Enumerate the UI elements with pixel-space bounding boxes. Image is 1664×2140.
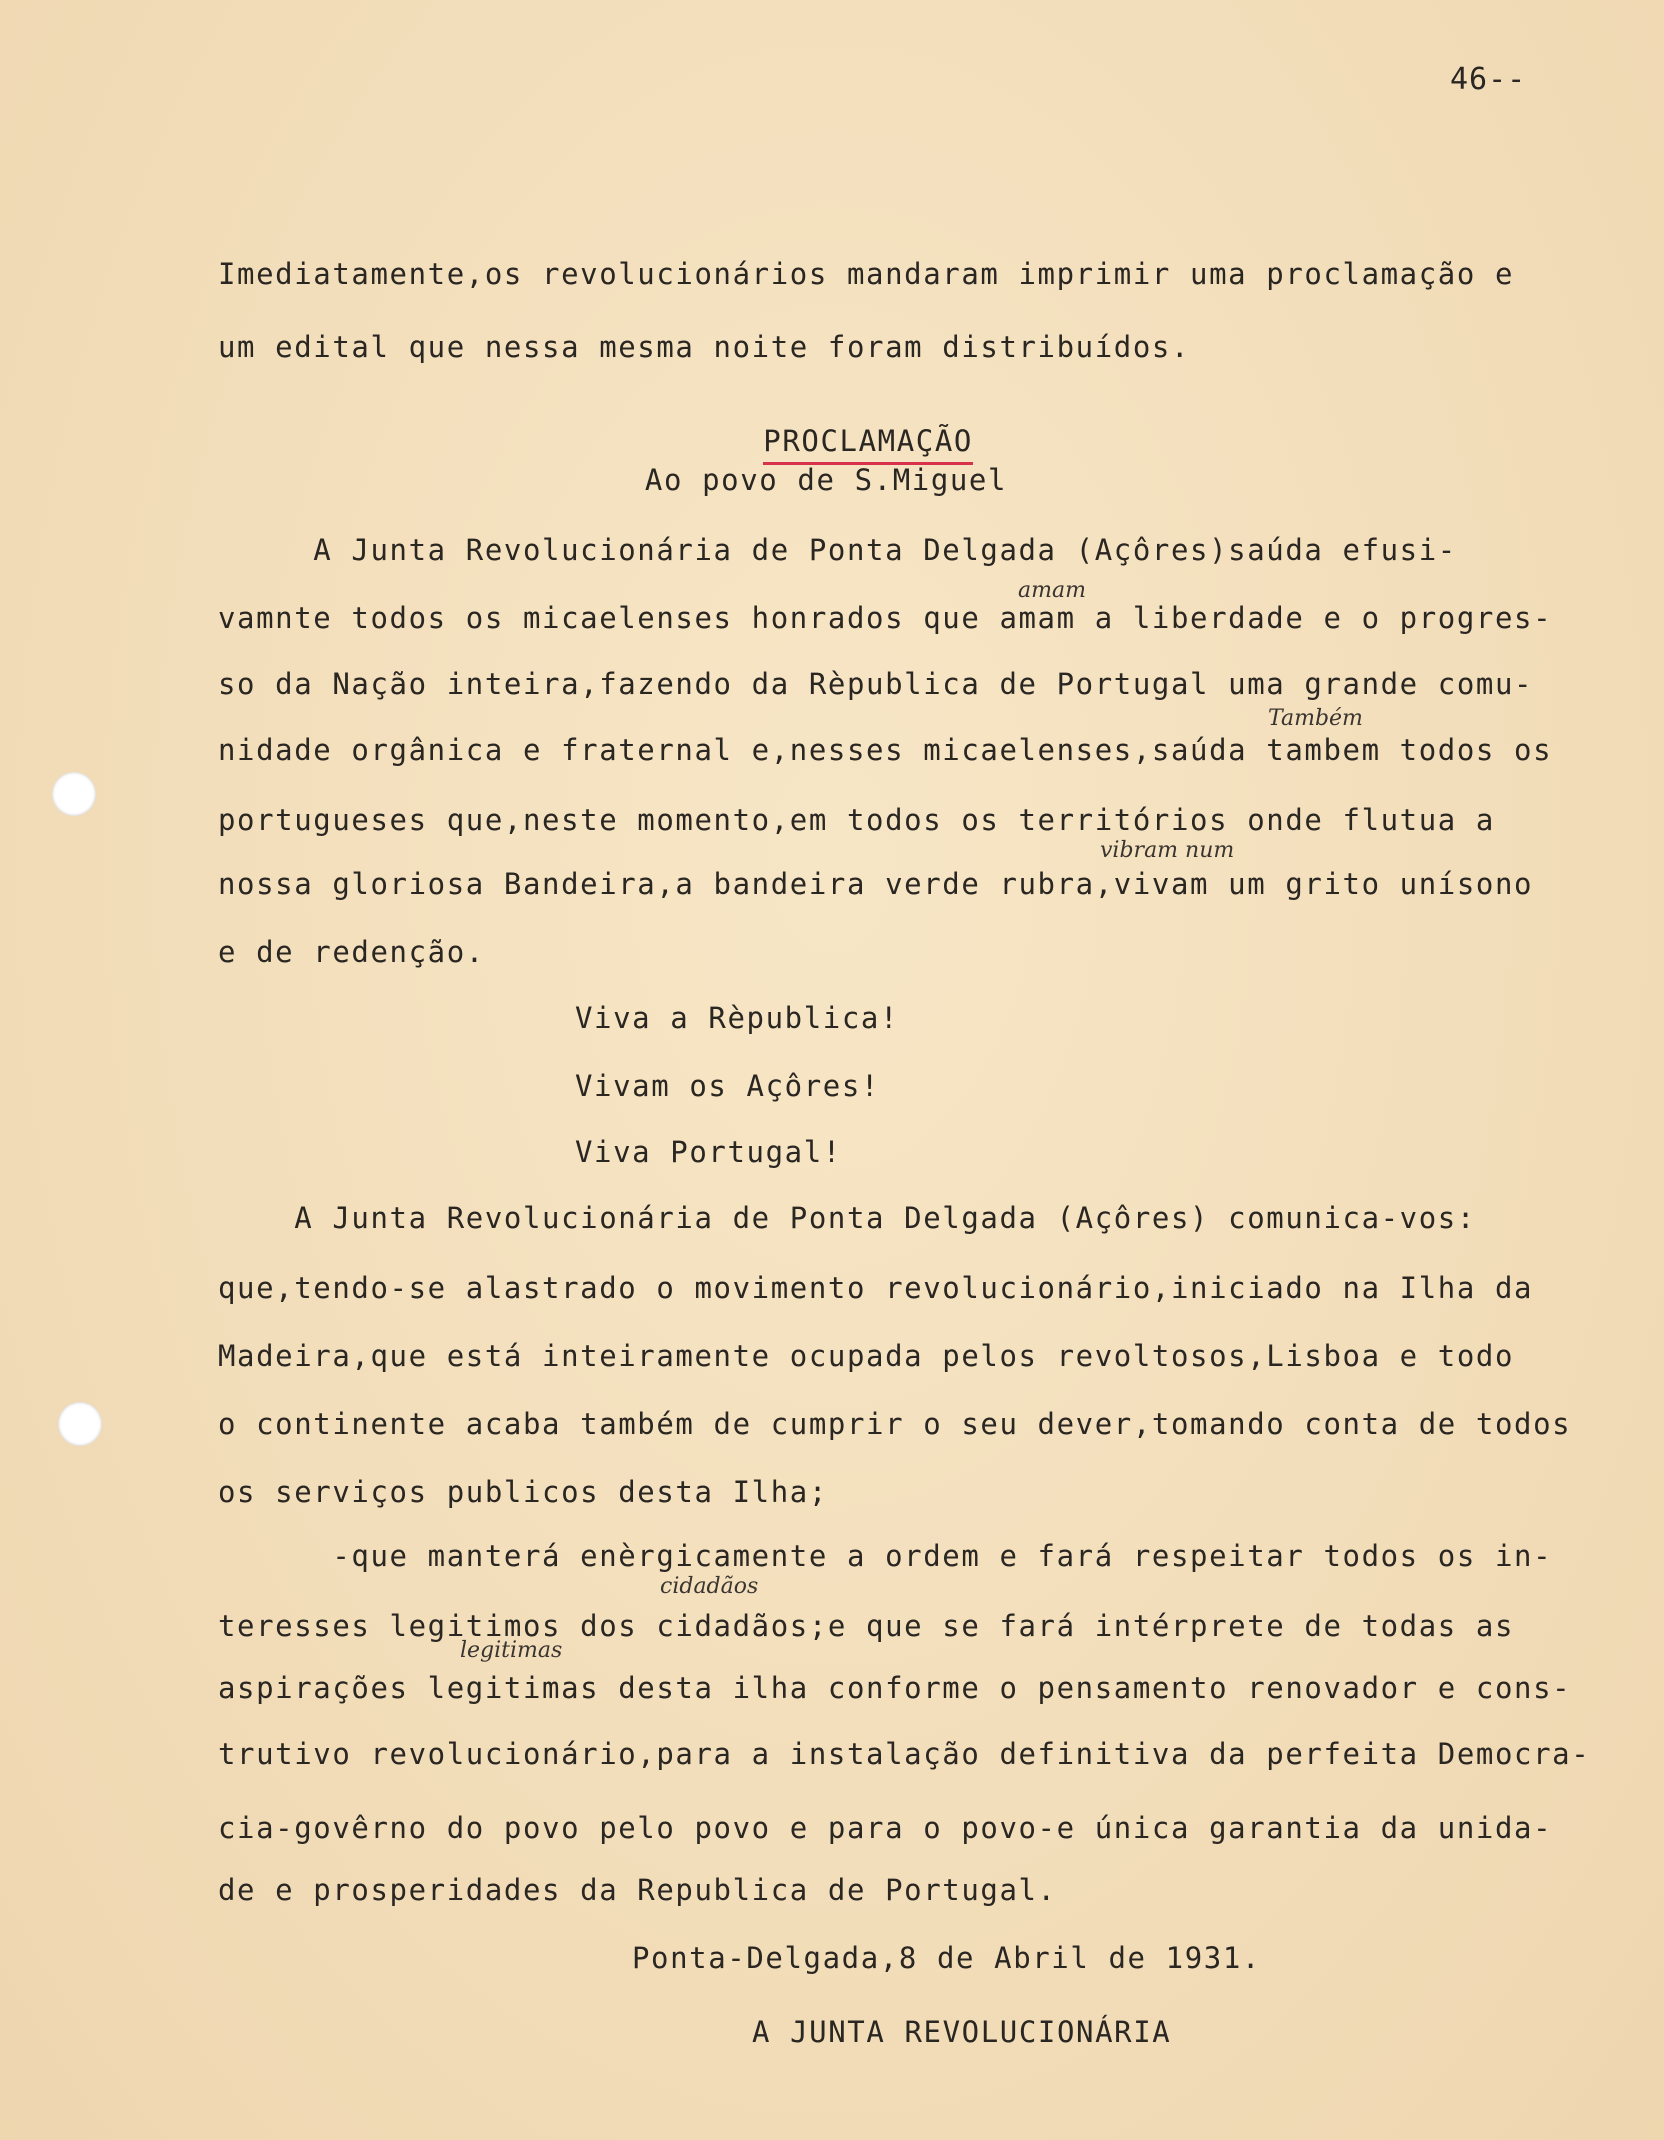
handwritten-tambem: Também (1268, 706, 1363, 731)
para1-line-6: nossa gloriosa Bandeira,a bandeira verde rubra,vivam um grito unísono (218, 867, 1534, 901)
handwritten-vibram: vibram num (1100, 838, 1235, 863)
handwritten-cidadaos: cidadãos (660, 1574, 759, 1599)
para3-line-1: -que manterá enèrgicamente a ordem e fará respeitar todos os in- (218, 1539, 1553, 1573)
proclamation-title: PROCLAMAÇÃO (763, 427, 973, 465)
para3-line-4: trutivo revolucionário,para a instalação definitiva da perfeita Democra- (218, 1737, 1591, 1771)
para1-line-1: A Junta Revolucionária de Ponta Delgada (Açôres)saúda efusi- (218, 533, 1457, 567)
para1-line-7: e de redenção. (218, 935, 485, 969)
cheer-2: Vivam os Açôres! (575, 1069, 880, 1103)
signature: A JUNTA REVOLUCIONÁRIA (752, 2015, 1172, 2049)
cheer-3: Viva Portugal! (575, 1135, 842, 1169)
para1-line-4: nidade orgânica e fraternal e,nesses micaelenses,saúda tambem todos os (218, 733, 1553, 767)
intro-line-2: um edital que nessa mesma noite foram distribuídos. (218, 330, 1191, 364)
para1-line-5: portugueses que,neste momento,em todos os territórios onde flutua a (218, 803, 1495, 837)
para2-line-4: o continente acaba também de cumprir o seu dever,tomando conta de todos (218, 1407, 1572, 1441)
place-date: Ponta-Delgada,8 de Abril de 1931. (632, 1941, 1261, 1975)
handwritten-amam: amam (1018, 578, 1086, 603)
para2-line-5: os serviços publicos desta Ilha; (218, 1475, 828, 1509)
para3-line-5: cia-govêrno do povo pelo povo e para o povo-e única garantia da unida- (218, 1811, 1553, 1845)
handwritten-legitimas: legitimas (460, 1638, 563, 1663)
para3-line-3: aspirações legitimas desta ilha conforme o pensamento renovador e cons- (218, 1671, 1572, 1705)
para3-line-6: de e prosperidades da Republica de Portugal. (218, 1873, 1057, 1907)
para1-line-2: vamnte todos os micaelenses honrados que amam a liberdade e o progres- (218, 601, 1553, 635)
para2-line-2: que,tendo-se alastrado o movimento revolucionário,iniciado na Ilha da (218, 1271, 1534, 1305)
para1-line-3: so da Nação inteira,fazendo da Rèpublica de Portugal uma grande comu- (218, 667, 1534, 701)
punch-hole-bottom (58, 1402, 102, 1446)
page-number: 46-- (1450, 62, 1527, 97)
para2-line-1: A Junta Revolucionária de Ponta Delgada (Açôres) comunica-vos: (218, 1201, 1476, 1235)
para3-line-2: teresses legitimos dos cidadãos;e que se fará intérprete de todas as (218, 1609, 1515, 1643)
addressee: Ao povo de S.Miguel (644, 463, 1008, 497)
para2-line-3: Madeira,que está inteiramente ocupada pelos revoltosos,Lisboa e todo (218, 1339, 1515, 1373)
cheer-1: Viva a Rèpublica! (575, 1001, 900, 1035)
intro-line-1: Imediatamente,os revolucionários mandaram imprimir uma proclamação e (218, 257, 1515, 291)
punch-hole-top (52, 772, 96, 816)
